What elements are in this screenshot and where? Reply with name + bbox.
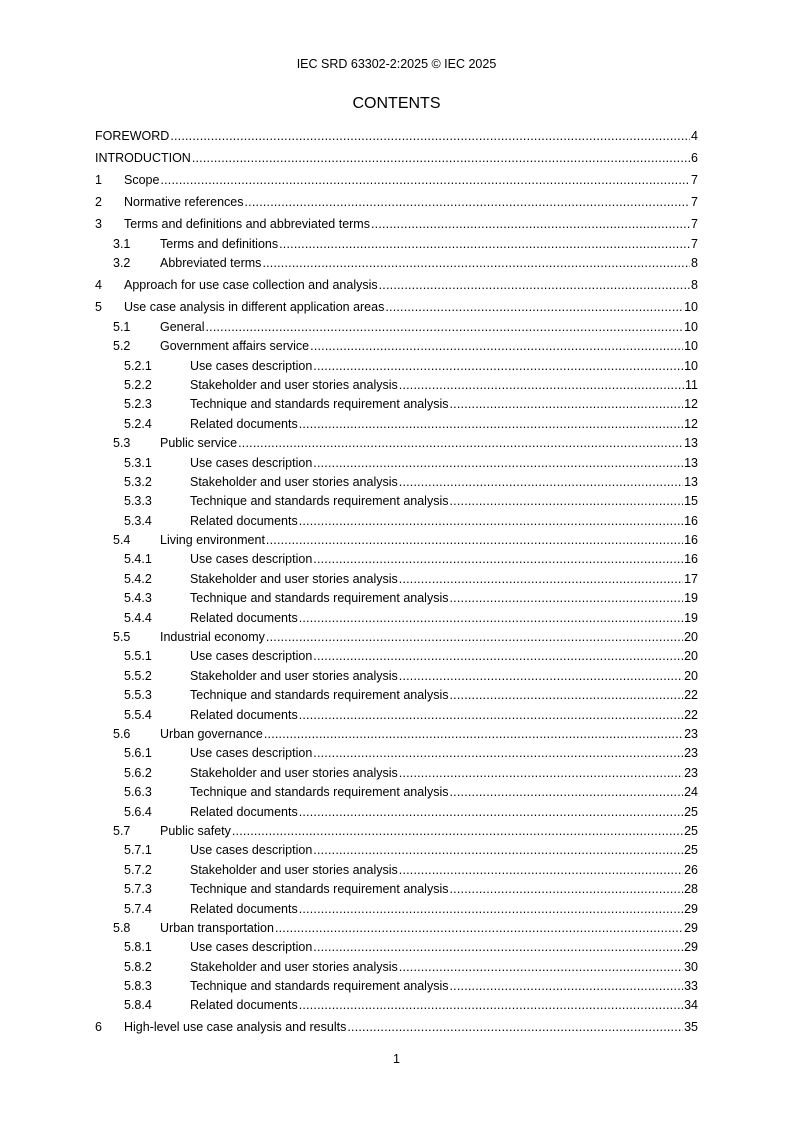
toc-entry-page: 20	[684, 630, 698, 645]
toc-entry-title: Public service	[160, 436, 238, 451]
toc-entry-title: Stakeholder and user stories analysis	[190, 474, 398, 489]
toc-entry[interactable]	[95, 318, 698, 337]
toc-entry-number: 5.2	[113, 339, 131, 354]
toc-entry-page: 20	[684, 668, 698, 683]
toc-entry-title: Use cases description	[190, 358, 313, 373]
toc-entry-number: 5.4.2	[124, 571, 152, 586]
toc-entry-number: 5.1	[113, 319, 131, 334]
toc-dot-leader	[299, 996, 683, 1015]
toc-entry-number: 5.7.2	[124, 862, 152, 877]
toc-entry-title: Technique and standards requirement analysis	[190, 785, 449, 800]
toc-entry-page: 4	[691, 129, 698, 143]
toc-dot-leader	[313, 454, 683, 473]
toc-dot-leader	[450, 395, 684, 414]
toc-dot-leader	[266, 531, 683, 550]
toc-dot-leader	[299, 803, 683, 822]
toc-entry[interactable]	[95, 376, 698, 395]
toc-entry[interactable]	[95, 454, 698, 473]
toc-entry-title: FOREWORD	[95, 129, 170, 143]
toc-entry-title: Scope	[124, 173, 160, 187]
toc-dot-leader	[266, 628, 683, 647]
toc-entry-page: 7	[691, 195, 698, 209]
toc-entry-page: 29	[684, 901, 698, 916]
toc-entry-number: 5.5.1	[124, 649, 152, 664]
toc-dot-leader	[399, 764, 683, 783]
toc-entry-number: 5.5	[113, 630, 131, 645]
toc-dot-leader	[313, 550, 683, 569]
toc-entry-title: Stakeholder and user stories analysis	[190, 959, 398, 974]
page-title: CONTENTS	[352, 95, 441, 112]
toc-entry-title: Related documents	[190, 610, 298, 625]
toc-entry[interactable]	[95, 274, 698, 296]
toc-entry[interactable]	[95, 706, 698, 725]
toc-entry-title: Technique and standards requirement analysis	[190, 688, 449, 703]
toc-entry-number: 2	[95, 195, 102, 209]
toc-entry-number: 5.6.1	[124, 746, 152, 761]
table-of-contents	[95, 125, 698, 1038]
toc-entry[interactable]	[95, 570, 698, 589]
toc-dot-leader	[450, 880, 684, 899]
toc-entry[interactable]	[95, 647, 698, 666]
toc-entry-title: High-level use case analysis and results	[124, 1019, 347, 1034]
toc-entry-title: Public safety	[160, 823, 231, 838]
toc-entry-page: 25	[684, 843, 698, 858]
toc-dot-leader	[371, 213, 690, 235]
toc-dot-leader	[310, 337, 683, 356]
toc-entry[interactable]	[95, 880, 698, 899]
toc-entry-page: 24	[684, 785, 698, 800]
toc-entry-title: Living environment	[160, 533, 265, 548]
toc-entry[interactable]	[95, 822, 698, 841]
toc-entry-page: 17	[684, 571, 698, 586]
toc-entry[interactable]	[95, 667, 698, 686]
toc-entry-page: 15	[684, 494, 698, 509]
toc-entry-title: Stakeholder and user stories analysis	[190, 668, 398, 683]
toc-entry[interactable]	[95, 841, 698, 860]
toc-entry[interactable]	[95, 337, 698, 356]
toc-entry[interactable]	[95, 783, 698, 802]
toc-dot-leader	[313, 938, 683, 957]
toc-entry[interactable]	[95, 977, 698, 996]
toc-entry-title: Stakeholder and user stories analysis	[190, 571, 398, 586]
toc-entry-title: Related documents	[190, 804, 298, 819]
toc-entry-page: 23	[684, 746, 698, 761]
toc-entry-number: 6	[95, 1019, 102, 1034]
toc-entry-page: 23	[684, 726, 698, 741]
toc-entry[interactable]	[95, 415, 698, 434]
toc-entry[interactable]	[95, 589, 698, 608]
toc-entry-number: 5.8.4	[124, 998, 152, 1013]
toc-entry-number: 5.6.2	[124, 765, 152, 780]
toc-entry-number: 5.4.3	[124, 591, 152, 606]
toc-entry-page: 10	[684, 299, 698, 314]
toc-entry-number: 5.3.2	[124, 474, 152, 489]
toc-dot-leader	[399, 958, 683, 977]
toc-entry-number: 5.2.3	[124, 397, 152, 412]
toc-dot-leader	[205, 318, 683, 337]
toc-entry-title: Use cases description	[190, 843, 313, 858]
toc-entry-number: 5.8.2	[124, 959, 152, 974]
toc-entry-page: 7	[691, 217, 698, 231]
toc-entry-page: 35	[684, 1019, 698, 1034]
toc-entry-title: Use cases description	[190, 746, 313, 761]
toc-entry[interactable]	[95, 919, 698, 938]
toc-entry-number: 5.8	[113, 920, 131, 935]
toc-entry-page: 13	[684, 474, 698, 489]
toc-entry-title: Technique and standards requirement analysis	[190, 591, 449, 606]
toc-entry-number: 5.3.3	[124, 494, 152, 509]
toc-dot-leader	[385, 296, 683, 318]
toc-entry-page: 7	[691, 237, 698, 251]
toc-entry-number: 5.2.2	[124, 377, 152, 392]
toc-entry-number: 5.2.1	[124, 358, 152, 373]
toc-entry-title: Approach for use case collection and analysis	[124, 277, 378, 292]
toc-entry-title: Technique and standards requirement analysis	[190, 397, 449, 412]
toc-entry[interactable]	[95, 357, 698, 376]
toc-entry-number: 5.7.4	[124, 901, 152, 916]
page-number: 1	[393, 1052, 400, 1066]
toc-entry-page: 20	[684, 649, 698, 664]
toc-entry-number: 5.4.4	[124, 610, 152, 625]
toc-entry-title: Terms and definitions	[160, 237, 279, 251]
toc-entry-page: 11	[685, 377, 698, 392]
toc-entry-number: 5.2.4	[124, 416, 152, 431]
toc-dot-leader	[347, 1016, 683, 1038]
toc-entry-title: Technique and standards requirement analysis	[190, 494, 449, 509]
toc-entry-title: Use case analysis in different application areas	[124, 299, 385, 314]
toc-entry-page: 6	[691, 151, 698, 165]
toc-entry-page: 29	[684, 920, 698, 935]
toc-entry-page: 28	[684, 882, 698, 897]
toc-entry-page: 29	[684, 940, 698, 955]
toc-entry-title: Stakeholder and user stories analysis	[190, 765, 398, 780]
toc-entry-number: 5.3.1	[124, 455, 152, 470]
toc-entry[interactable]	[95, 191, 698, 213]
toc-dot-leader	[192, 147, 690, 169]
toc-entry[interactable]	[95, 296, 698, 318]
toc-dot-leader	[299, 512, 683, 531]
toc-entry-page: 10	[684, 358, 698, 373]
toc-entry-number: 5.6.3	[124, 785, 152, 800]
toc-entry-page: 22	[684, 707, 698, 722]
toc-entry-title: Urban governance	[160, 726, 263, 741]
toc-entry[interactable]	[95, 213, 698, 235]
document-header: IEC SRD 63302-2:2025 © IEC 2025	[296, 57, 497, 71]
toc-entry[interactable]	[95, 764, 698, 783]
toc-entry-title: Use cases description	[190, 649, 313, 664]
toc-dot-leader	[262, 254, 690, 273]
toc-entry[interactable]	[95, 550, 698, 569]
toc-entry-number: 5.7.1	[124, 843, 152, 858]
toc-entry-page: 12	[684, 397, 698, 412]
toc-entry-title: Technique and standards requirement analysis	[190, 979, 449, 994]
toc-entry-title: Use cases description	[190, 552, 313, 567]
toc-entry[interactable]	[95, 861, 698, 880]
toc-entry-title: General	[160, 319, 205, 334]
toc-entry[interactable]	[95, 958, 698, 977]
toc-entry-number: 5.3.4	[124, 513, 152, 528]
toc-dot-leader	[232, 822, 683, 841]
toc-entry-page: 30	[684, 959, 698, 974]
toc-entry[interactable]	[95, 725, 698, 744]
toc-entry-page: 8	[691, 277, 698, 292]
toc-dot-leader	[399, 861, 683, 880]
toc-entry-number: 5.7.3	[124, 882, 152, 897]
toc-dot-leader	[313, 841, 683, 860]
toc-entry[interactable]	[95, 531, 698, 550]
toc-entry[interactable]	[95, 169, 698, 191]
toc-entry[interactable]	[95, 235, 698, 254]
toc-dot-leader	[313, 647, 683, 666]
toc-entry-title: Stakeholder and user stories analysis	[190, 377, 398, 392]
toc-entry[interactable]	[95, 1016, 698, 1038]
toc-dot-leader	[450, 589, 684, 608]
toc-dot-leader	[379, 274, 690, 296]
toc-entry[interactable]	[95, 473, 698, 492]
toc-entry-page: 26	[684, 862, 698, 877]
toc-entry-number: 5.3	[113, 436, 131, 451]
toc-entry[interactable]	[95, 744, 698, 763]
toc-entry-title: Related documents	[190, 513, 298, 528]
toc-entry-title: Terms and definitions and abbreviated terms	[124, 217, 370, 231]
toc-entry-page: 10	[684, 339, 698, 354]
toc-entry[interactable]	[95, 492, 698, 511]
toc-entry-title: Industrial economy	[160, 630, 265, 645]
toc-entry-number: 5.5.4	[124, 707, 152, 722]
toc-entry-page: 7	[691, 173, 698, 187]
toc-entry[interactable]	[95, 254, 698, 273]
toc-dot-leader	[160, 169, 690, 191]
toc-entry[interactable]	[95, 938, 698, 957]
toc-entry-title: Use cases description	[190, 455, 313, 470]
toc-dot-leader	[279, 235, 690, 254]
toc-dot-leader	[299, 415, 683, 434]
toc-entry-number: 1	[95, 173, 102, 187]
toc-entry-title: Urban transportation	[160, 920, 274, 935]
toc-entry-page: 23	[684, 765, 698, 780]
toc-dot-leader	[450, 783, 684, 802]
toc-entry-number: 5.7	[113, 823, 131, 838]
toc-entry-number: 5.6	[113, 726, 131, 741]
toc-entry-title: Normative references	[124, 195, 244, 209]
toc-entry[interactable]	[95, 996, 698, 1015]
toc-entry-number: 5	[95, 299, 102, 314]
toc-entry[interactable]	[95, 686, 698, 705]
toc-entry-page: 8	[691, 256, 698, 271]
toc-entry-page: 16	[684, 552, 698, 567]
toc-entry-title: Related documents	[190, 901, 298, 916]
toc-entry-number: 5.5.3	[124, 688, 152, 703]
toc-dot-leader	[299, 900, 683, 919]
toc-dot-leader	[238, 434, 683, 453]
toc-entry-title: Related documents	[190, 416, 298, 431]
toc-entry-number: 5.6.4	[124, 804, 152, 819]
toc-dot-leader	[399, 376, 684, 395]
toc-entry[interactable]	[95, 628, 698, 647]
toc-dot-leader	[399, 473, 683, 492]
toc-dot-leader	[264, 725, 683, 744]
toc-entry[interactable]	[95, 803, 698, 822]
toc-entry-page: 34	[684, 998, 698, 1013]
toc-entry-page: 33	[684, 979, 698, 994]
toc-dot-leader	[450, 492, 684, 511]
toc-entry-title: Abbreviated terms	[160, 256, 262, 271]
toc-entry-page: 16	[684, 513, 698, 528]
toc-dot-leader	[399, 570, 683, 589]
toc-entry[interactable]	[95, 900, 698, 919]
toc-entry-title: INTRODUCTION	[95, 151, 191, 165]
toc-entry-number: 5.4	[113, 533, 131, 548]
toc-dot-leader	[299, 706, 683, 725]
toc-entry-title: Technique and standards requirement analysis	[190, 882, 449, 897]
toc-entry-title: Government affairs service	[160, 339, 310, 354]
toc-entry[interactable]	[95, 434, 698, 453]
toc-entry[interactable]	[95, 609, 698, 628]
toc-entry-number: 5.8.1	[124, 940, 152, 955]
toc-entry-page: 25	[684, 804, 698, 819]
toc-entry-number: 3.2	[113, 256, 131, 271]
toc-entry[interactable]	[95, 147, 698, 169]
toc-dot-leader	[399, 667, 683, 686]
toc-entry-page: 25	[684, 823, 698, 838]
toc-entry-page: 19	[684, 610, 698, 625]
toc-entry-number: 5.4.1	[124, 552, 152, 567]
toc-entry-number: 4	[95, 277, 102, 292]
toc-dot-leader	[313, 357, 683, 376]
toc-dot-leader	[170, 125, 690, 147]
toc-entry-number: 3.1	[113, 237, 131, 251]
toc-entry-page: 10	[684, 319, 698, 334]
toc-entry-title: Related documents	[190, 707, 298, 722]
toc-dot-leader	[313, 744, 683, 763]
toc-entry[interactable]	[95, 512, 698, 531]
toc-entry-title: Stakeholder and user stories analysis	[190, 862, 398, 877]
toc-entry-number: 5.5.2	[124, 668, 152, 683]
toc-entry[interactable]	[95, 125, 698, 147]
toc-dot-leader	[299, 609, 683, 628]
toc-entry-page: 22	[684, 688, 698, 703]
toc-entry[interactable]	[95, 395, 698, 414]
toc-entry-title: Use cases description	[190, 940, 313, 955]
toc-entry-page: 16	[684, 533, 698, 548]
toc-entry-page: 13	[684, 436, 698, 451]
toc-dot-leader	[450, 977, 684, 996]
toc-entry-number: 3	[95, 217, 102, 231]
toc-dot-leader	[450, 686, 684, 705]
toc-dot-leader	[245, 191, 691, 213]
toc-entry-page: 12	[684, 416, 698, 431]
toc-entry-page: 19	[684, 591, 698, 606]
toc-entry-title: Related documents	[190, 998, 298, 1013]
toc-entry-number: 5.8.3	[124, 979, 152, 994]
toc-entry-page: 13	[684, 455, 698, 470]
toc-dot-leader	[275, 919, 683, 938]
